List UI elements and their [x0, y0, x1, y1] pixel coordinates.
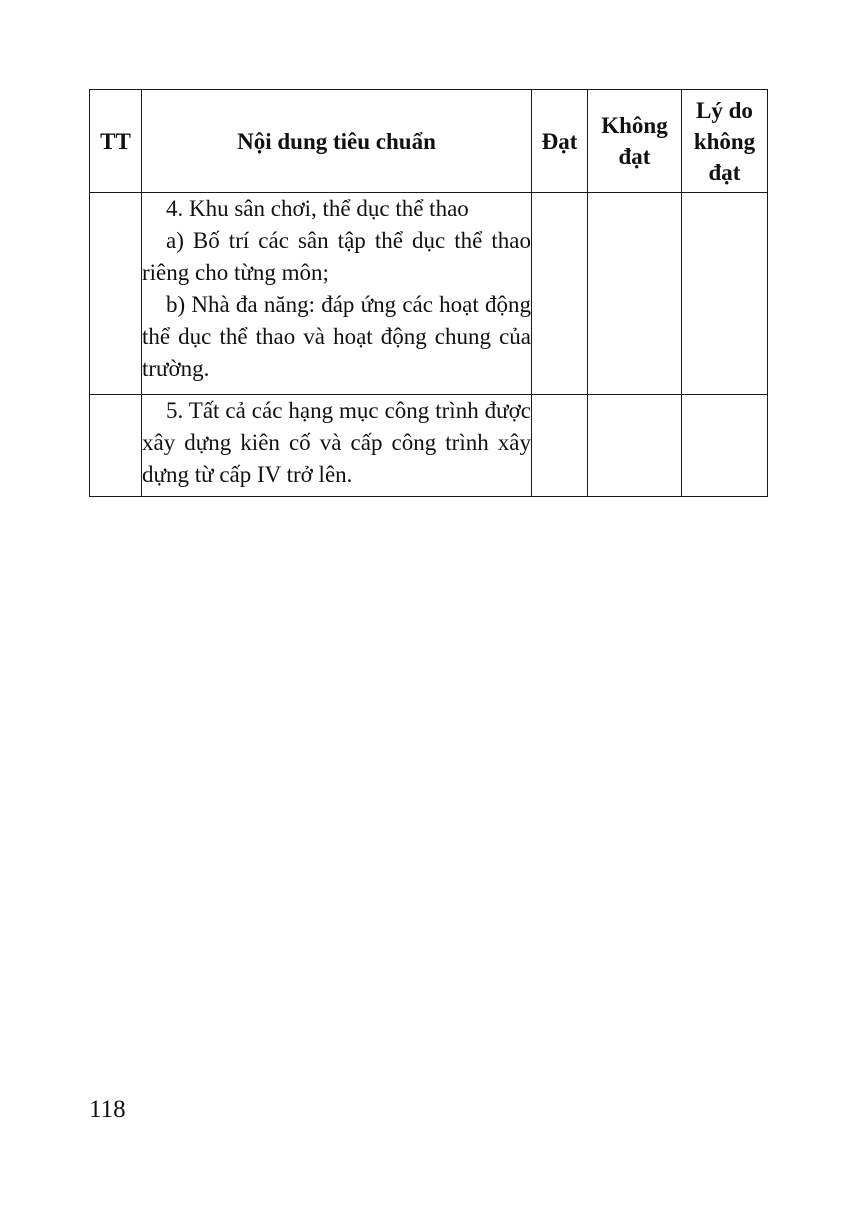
- criterion-heading: 5. Tất cả các hạng mục công trình được xây dựng kiên cố và cấp công trình xây dựng từ cấp IV trở lên.: [142, 398, 531, 487]
- row-fail-cell: [588, 395, 682, 497]
- row-content-cell: [142, 193, 532, 395]
- criteria-table: [89, 89, 768, 497]
- row-tt-cell: [90, 395, 142, 497]
- row-tt-cell: [90, 193, 142, 395]
- row-pass-cell: [532, 395, 588, 497]
- criterion-item: a) Bố trí các sân tập thể dục thể thao riêng cho từng môn;: [142, 228, 531, 285]
- criterion-heading: 4. Khu sân chơi, thể dục thể thao: [166, 196, 469, 221]
- row-reason-cell: [682, 193, 768, 395]
- row-pass-cell: [532, 193, 588, 395]
- table-row: [90, 395, 768, 497]
- header-content: Nội dung tiêu chuẩn: [142, 90, 532, 193]
- header-fail: Không đạt: [588, 90, 682, 193]
- page-number: 118: [89, 1096, 126, 1123]
- criterion-item: b) Nhà đa năng: đáp ứng các hoạt động thể dục thể thao và hoạt động chung của trường.: [142, 292, 531, 381]
- table-header-row: [90, 90, 768, 193]
- table-row: [90, 193, 768, 395]
- header-pass: Đạt: [532, 90, 588, 193]
- row-content-cell: [142, 395, 532, 497]
- row-reason-cell: [682, 395, 768, 497]
- header-reason: Lý do không đạt: [682, 90, 768, 193]
- row-fail-cell: [588, 193, 682, 395]
- header-tt: TT: [90, 90, 142, 193]
